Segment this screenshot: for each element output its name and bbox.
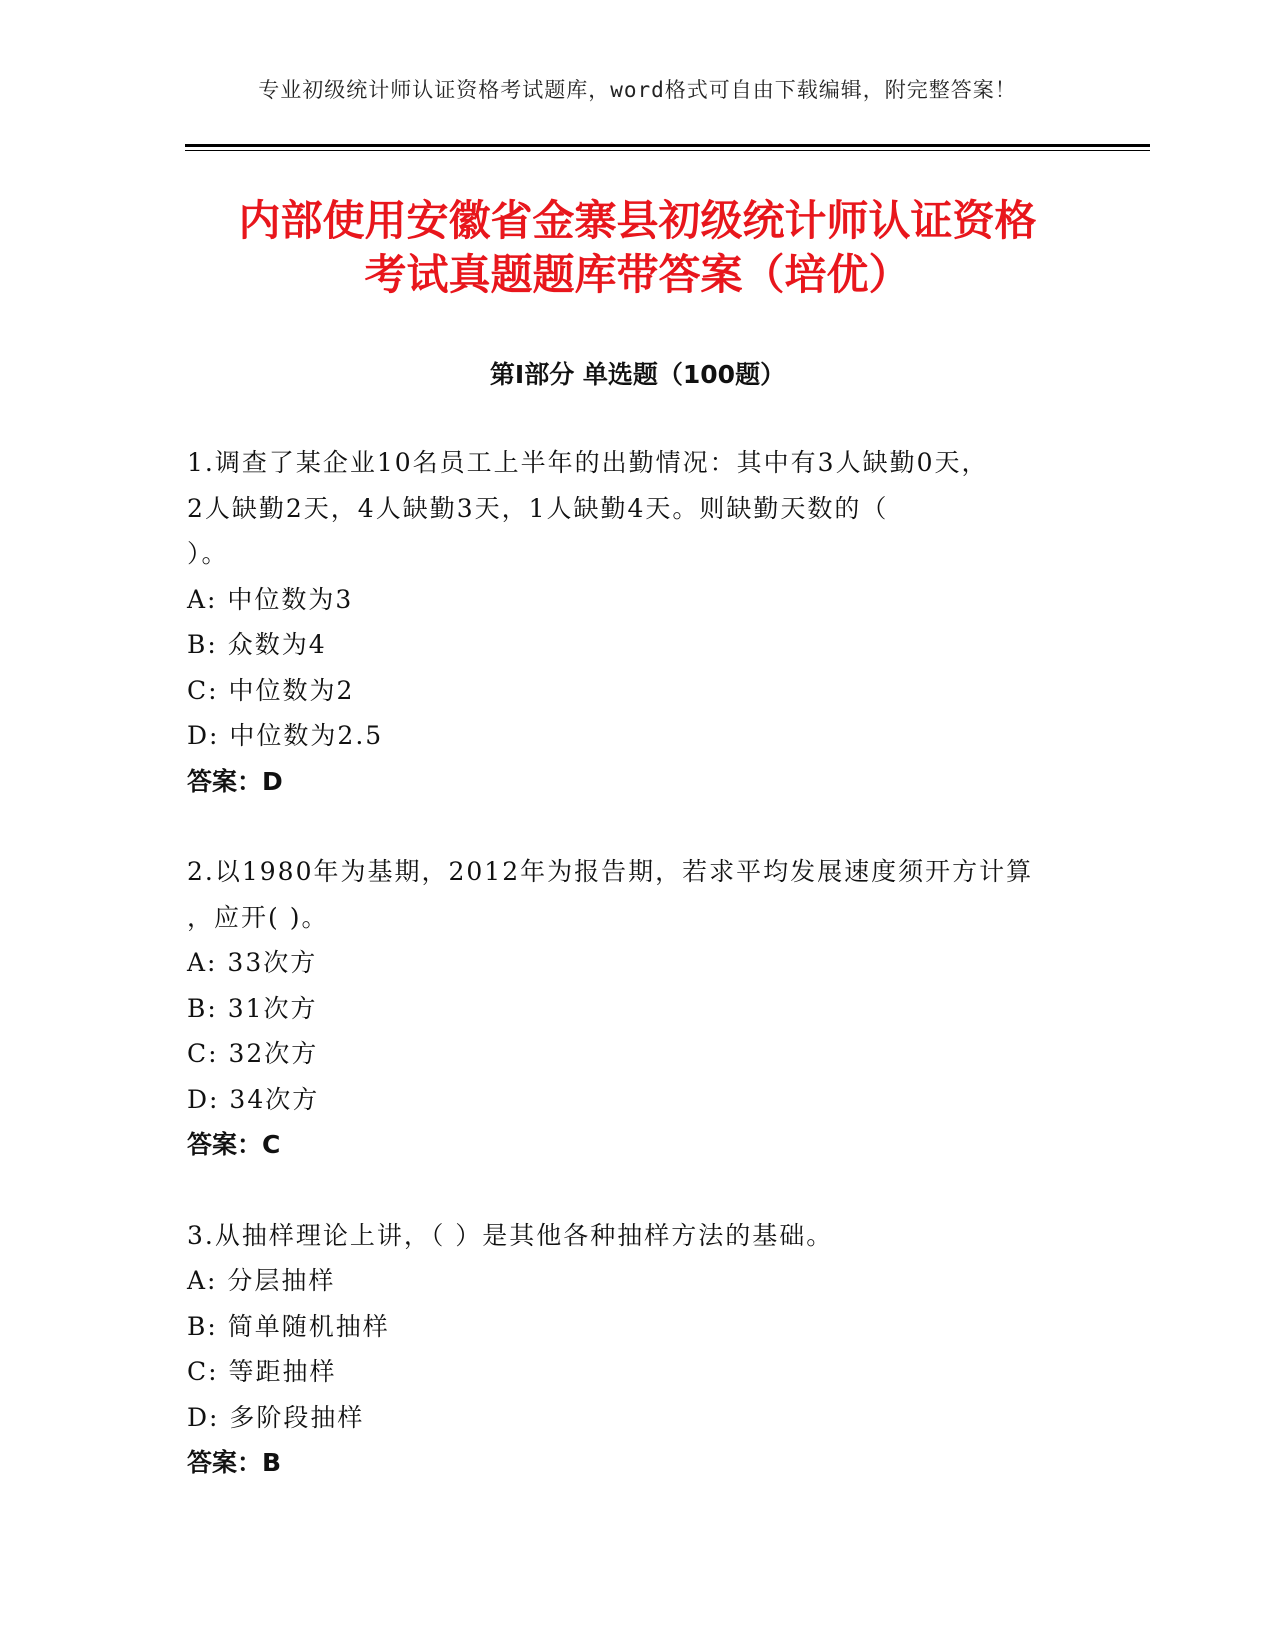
question-text-line: ，应开( )。 xyxy=(187,902,329,932)
question-list xyxy=(187,440,1087,1531)
answer: 答案：B xyxy=(187,1448,282,1477)
question-3 xyxy=(187,1213,1087,1486)
option-d: D: 中位数为2.5 xyxy=(187,721,384,750)
option-d: D: 34次方 xyxy=(187,1084,320,1114)
option-a: A: 中位数为3 xyxy=(187,584,354,614)
header-note: 专业初级统计师认证资格考试题库，word格式可自由下载编辑，附完整答案！ xyxy=(258,78,1017,102)
question-2 xyxy=(187,849,1087,1168)
question-text-line: 2人缺勤2天，4人缺勤3天，1人缺勤4天。则缺勤天数的（ xyxy=(187,493,889,523)
header-rule-thick xyxy=(185,144,1150,147)
option-b: B: 31次方 xyxy=(187,993,318,1023)
document-title-line-1: 内部使用安徽省金寨县初级统计师认证资格 xyxy=(238,196,1037,245)
option-b: B: 众数为4 xyxy=(187,630,327,659)
question-1 xyxy=(187,440,1087,804)
answer: 答案：C xyxy=(187,1130,281,1159)
option-c: C: 32次方 xyxy=(187,1039,319,1068)
question-text-line: 3.从抽样理论上讲，（ ）是其他各种抽样方法的基础。 xyxy=(187,1220,834,1250)
header-rule-thin xyxy=(185,150,1150,151)
document-title xyxy=(0,194,1275,302)
option-a: A: 分层抽样 xyxy=(187,1266,336,1295)
question-text-line: 2.以1980年为基期，2012年为报告期，若求平均发展速度须开方计算 xyxy=(187,857,1034,886)
question-text-line: 1.调查了某企业10名员工上半年的出勤情况：其中有3人缺勤0天， xyxy=(187,448,989,477)
option-d: D: 多阶段抽样 xyxy=(187,1402,365,1432)
document-title-line-2: 考试真题题库带答案（培优） xyxy=(364,250,911,299)
question-text-line: ）。 xyxy=(187,539,229,568)
option-c: C: 中位数为2 xyxy=(187,675,355,705)
section-title: 第Ⅰ部分 单选题（100题） xyxy=(489,360,786,389)
option-c: C: 等距抽样 xyxy=(187,1357,337,1386)
option-a: A: 33次方 xyxy=(187,948,318,977)
answer: 答案：D xyxy=(187,766,283,796)
option-b: B: 简单随机抽样 xyxy=(187,1311,390,1341)
